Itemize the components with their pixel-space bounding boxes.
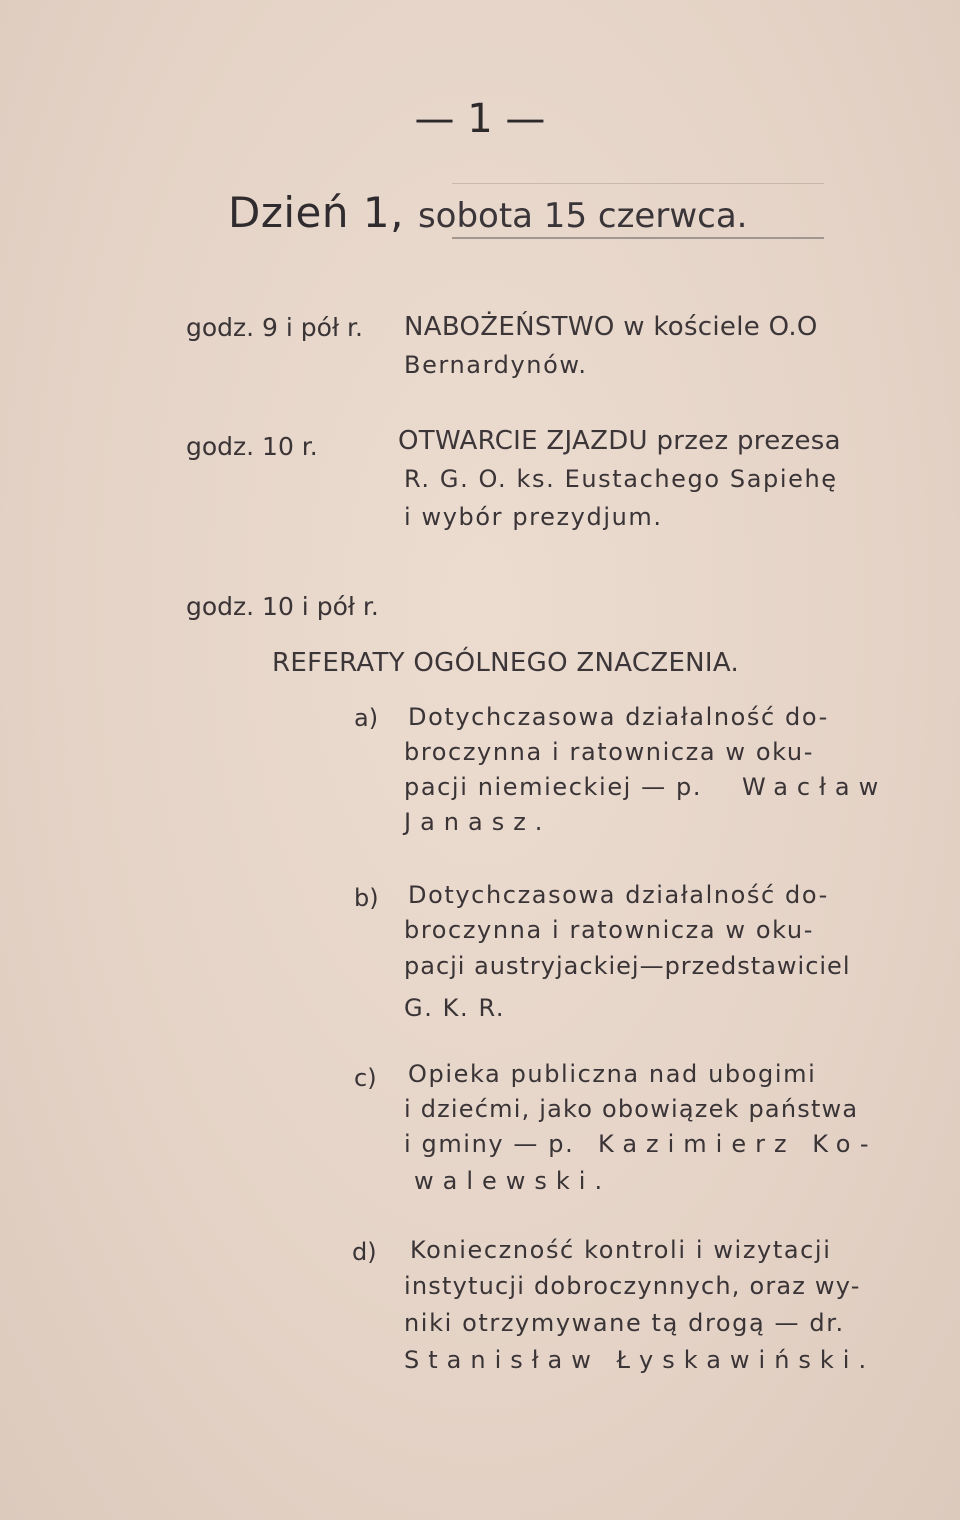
item-d-speaker: Stanisław Łyskawiński. [404,1346,876,1374]
item-d-line-2: instytucji dobroczynnych, oraz wy- [404,1272,861,1300]
item-b-line-4: G. K. R. [404,994,506,1022]
day-heading [228,188,747,237]
item-b-line-1: Dotychczasowa działalność do- [408,881,829,909]
time-entry-3: godz. 10 i pół r. [186,592,379,621]
item-b-label: b) [354,884,379,912]
date-label: sobota 15 czerwca. [417,196,748,236]
entry-2-line-2: R. G. O. ks. Eustachego Sapiehę [404,465,838,493]
item-c-label: c) [354,1064,377,1092]
entry-1-line-2: Bernardynów. [404,351,588,379]
entry-2-line-3: i wybór prezydjum. [404,503,663,531]
item-c-line-1: Opieka publiczna nad ubogimi [408,1060,817,1088]
day-label: Dzień 1, [228,188,404,237]
time-entry-2: godz. 10 r. [186,432,318,461]
item-c-speaker-last: walewski. [414,1167,612,1195]
page-number: — 1 — [414,96,546,142]
item-c-line-3: i gminy — p. [404,1130,575,1158]
item-a-label: a) [354,704,379,732]
item-c-speaker-first: Kazimierz Ko- [598,1130,878,1158]
title-rule-top [452,183,824,184]
section-title: REFERATY OGÓLNEGO ZNACZENIA. [272,648,740,678]
item-a-speaker-first: Wacław [742,773,888,801]
entry-1-line-1: NABOŻEŃSTWO w kościele O.O [404,312,818,342]
entry-2-line-1: OTWARCIE ZJAZDU przez prezesa [398,426,841,456]
item-d-line-3: niki otrzymywane tą drogą — dr. [404,1309,845,1337]
item-d-label: d) [352,1238,377,1266]
item-a-line-1: Dotychczasowa działalność do- [408,703,829,731]
item-a-line-3: pacji niemieckiej — p. [404,773,703,801]
item-a-speaker-last: Janasz. [404,808,552,836]
title-rule [452,237,824,239]
item-b-line-2: broczynna i ratownicza w oku- [404,916,814,944]
item-a-line-2: broczynna i ratownicza w oku- [404,738,814,766]
item-d-line-1: Konieczność kontroli i wizytacji [410,1236,832,1264]
item-b-line-3: pacji austryjackiej—przedstawiciel [404,952,851,980]
item-c-line-2: i dziećmi, jako obowiązek państwa [404,1095,859,1123]
time-entry-1: godz. 9 i pół r. [186,313,363,342]
